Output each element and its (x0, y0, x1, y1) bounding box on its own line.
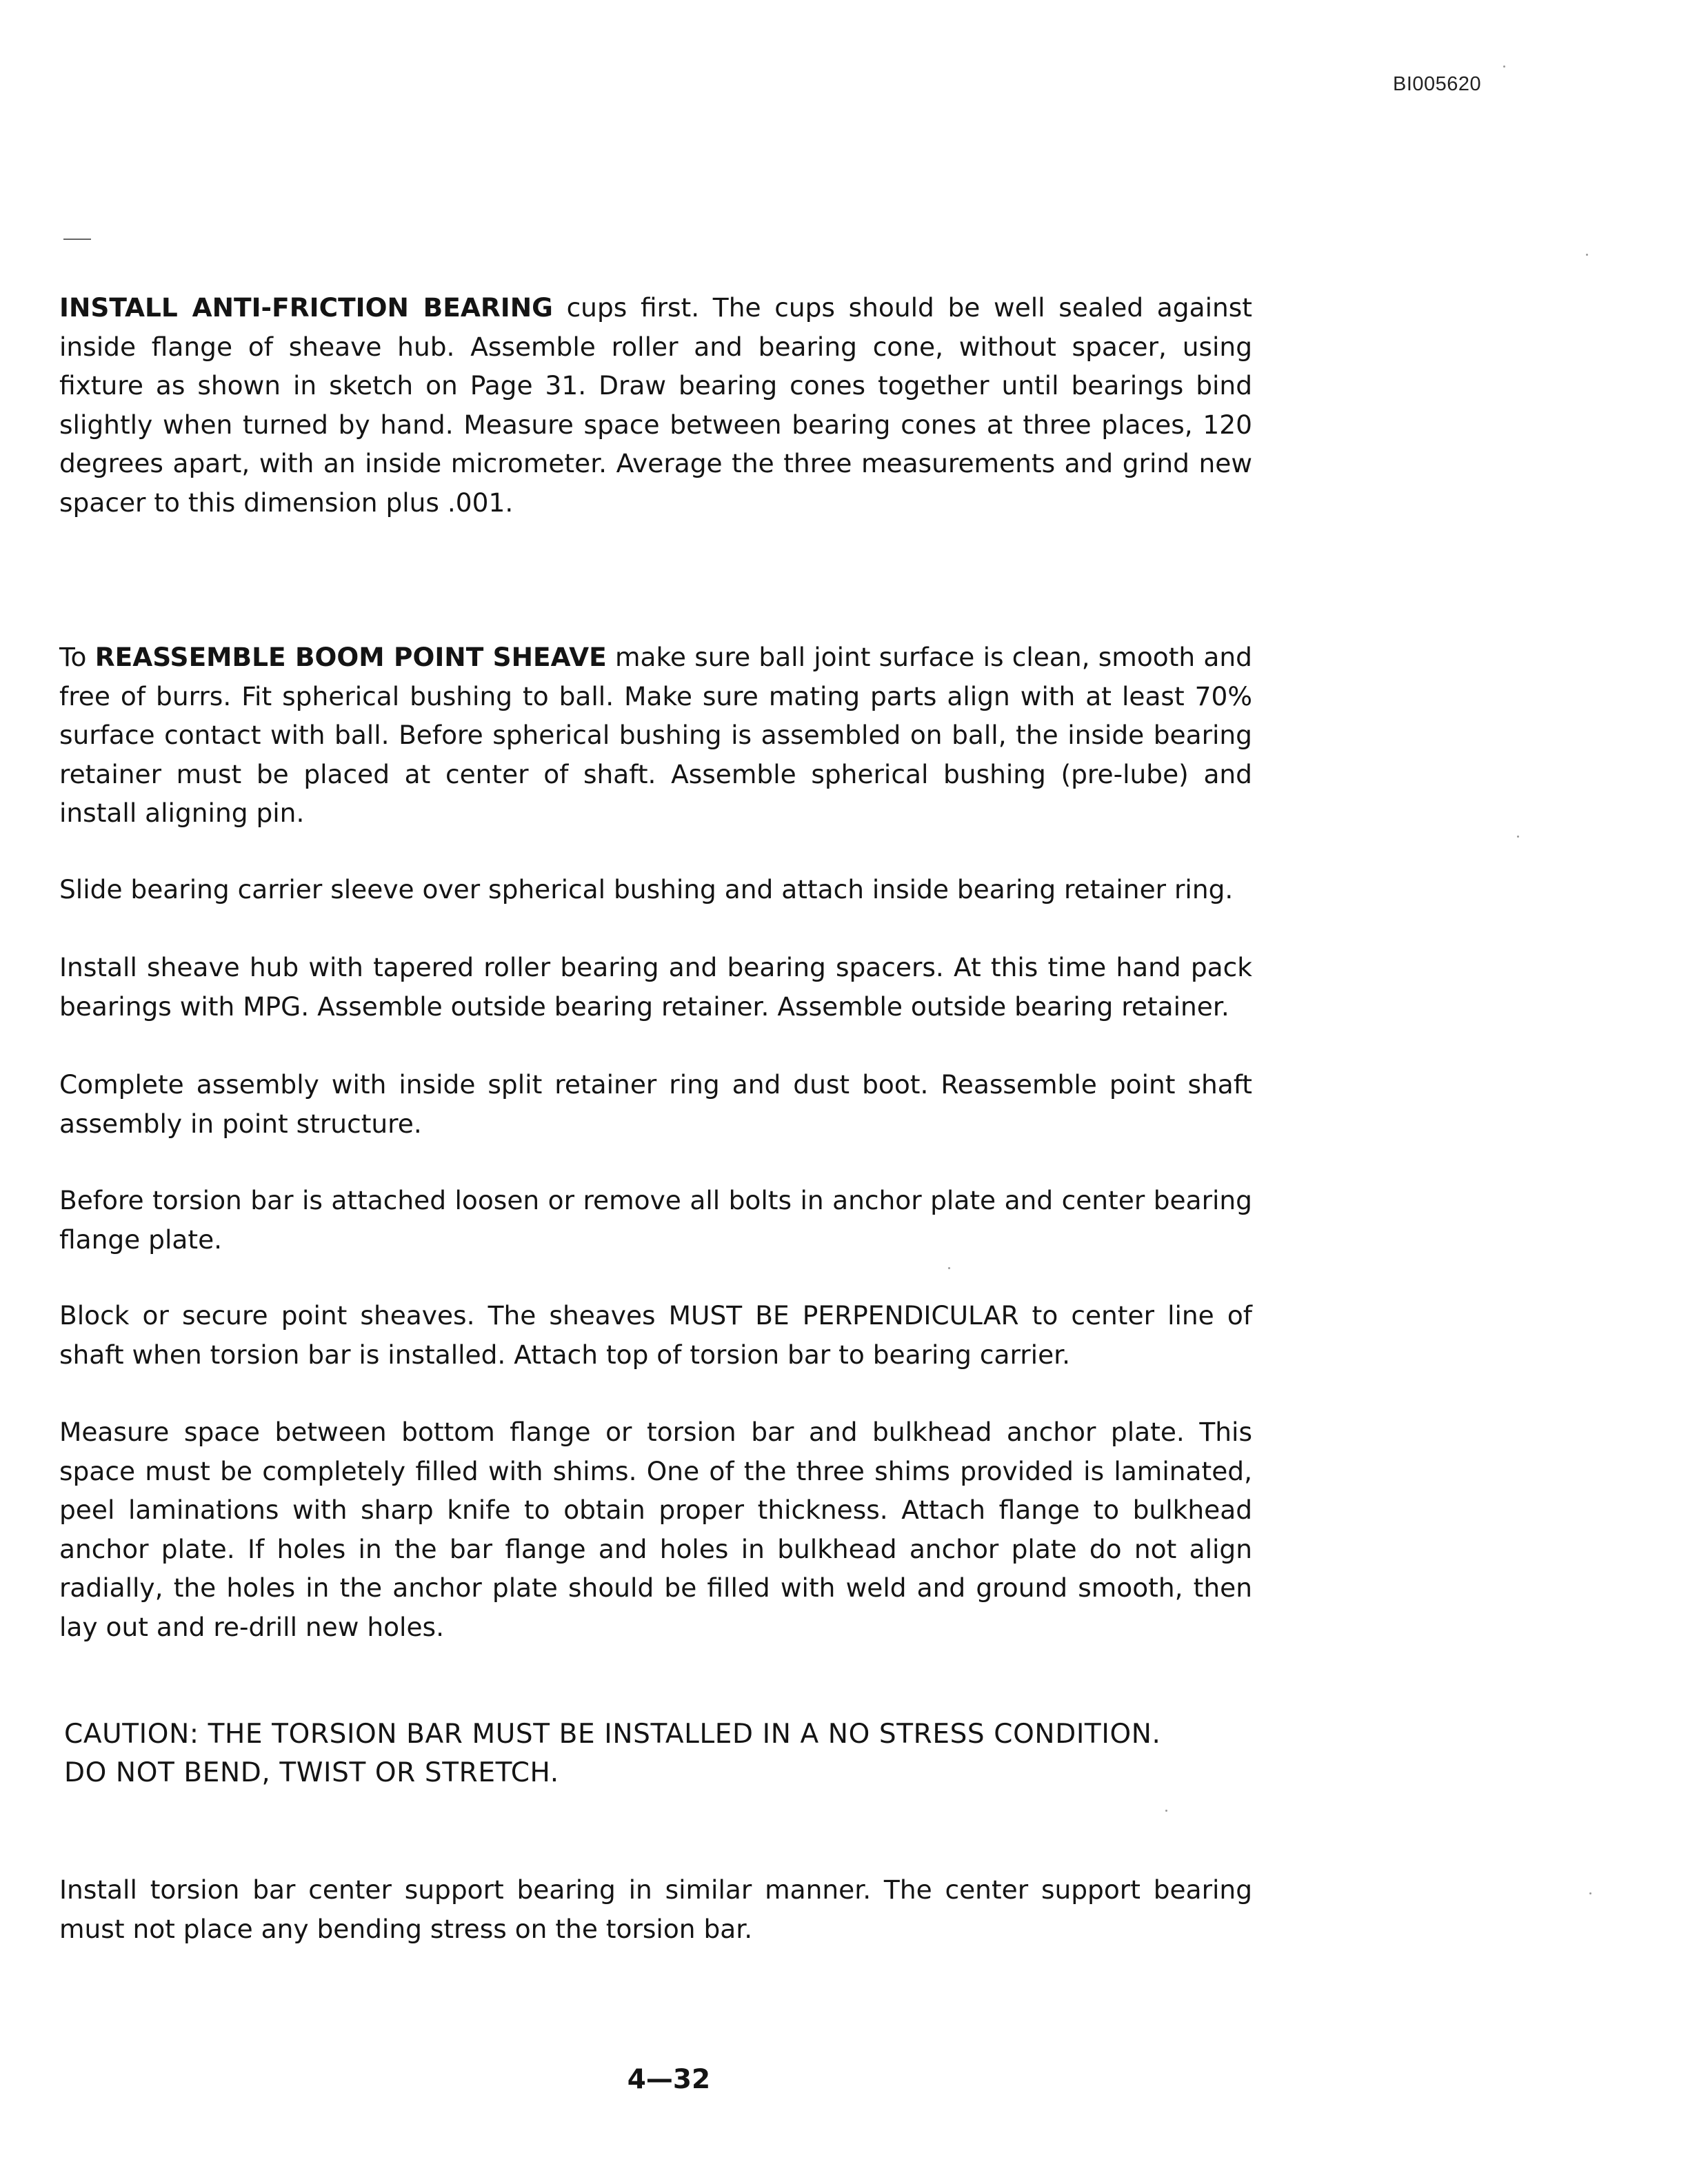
caution-line-2: DO NOT BEND, TWIST OR STRETCH. (64, 1757, 559, 1788)
paragraph-lead-prefix: To (59, 642, 95, 672)
page-number: 4—32 (627, 2064, 711, 2095)
paragraph-measure-shims: Measure space between bottom flange or torsion bar and bulkhead anchor plate. This space must be completely filled with shims. One of the three shims provided is laminated, peel laminations with sharp knife to obtain proper thickness. Attach flange to bulkhead anchor plate. If holes in the bar flange and holes in bulkhead anchor plate do not align radially, the holes in the anchor plate should be filled with weld and ground smooth, then lay out and re-drill new holes. (59, 1417, 1252, 1642)
paragraph-text: make sure ball joint surface is clean, smooth and free of burrs. Fit spherical bushing to ball. Make sure mating parts align with at least 70% surface contact with ball. Before spherical bushing is assembled on ball, the inside bearing retainer must be placed at center of shaft. Assemble spherical bushing (pre-lube) and install aligning pin. (59, 642, 1252, 828)
paragraph-lead: INSTALL ANTI-FRICTION BEARING (59, 292, 553, 323)
paragraph-secure-sheaves: Block or secure point sheaves. The sheaves MUST BE PERPENDICULAR to center line of shaft when torsion bar is installed. Attach top of torsion bar to bearing carrier. (59, 1300, 1252, 1370)
scan-speck (1503, 65, 1505, 68)
scan-speck (948, 1267, 950, 1269)
paragraph-text: cups first. The cups should be well sealed against inside flange of sheave hub. Assemble roller and bearing cone, without spacer, using fixture as shown in sketch on Page 31. Draw bearing cones together until bearings bind slightly when turned by hand. Measure space between bearing cones at three places, 120 degrees apart, with an inside micrometer. Average the three measurements and grind new spacer to this dimension plus .001. (59, 292, 1252, 518)
paragraph-sheave-hub: Install sheave hub with tapered roller bearing and bearing spacers. At this time hand pack bearings with MPG. Assemble outside bearing retainer. Assemble outside bearing retainer. (59, 952, 1252, 1022)
paragraph-bearing-carrier: Slide bearing carrier sleeve over spherical bushing and attach inside bearing retainer ring. (59, 874, 1234, 904)
document-id: BI005620 (1393, 73, 1482, 95)
caution-notice (64, 1715, 1257, 1792)
paragraph-reassemble-sheave (59, 638, 1252, 833)
scan-speck (1589, 1892, 1591, 1894)
caution-line-1: CAUTION: THE TORSION BAR MUST BE INSTALLED IN A NO STRESS CONDITION. (64, 1719, 1161, 1750)
margin-dash (63, 239, 91, 240)
paragraph-complete-assembly: Complete assembly with inside split retainer ring and dust boot. Reassemble point shaft assembly in point structure. (59, 1069, 1252, 1139)
scan-speck (1517, 836, 1519, 838)
scan-speck (1165, 1810, 1167, 1812)
paragraph-torsion-bar-bolts: Before torsion bar is attached loosen or remove all bolts in anchor plate and center bearing flange plate. (59, 1185, 1252, 1255)
scan-speck (1586, 254, 1588, 256)
paragraph-lead: REASSEMBLE BOOM POINT SHEAVE (94, 642, 607, 672)
paragraph-center-support: Install torsion bar center support bearing in similar manner. The center support bearing must not place any bending stress on the torsion bar. (59, 1874, 1252, 1944)
paragraph-install-bearing (59, 288, 1252, 522)
